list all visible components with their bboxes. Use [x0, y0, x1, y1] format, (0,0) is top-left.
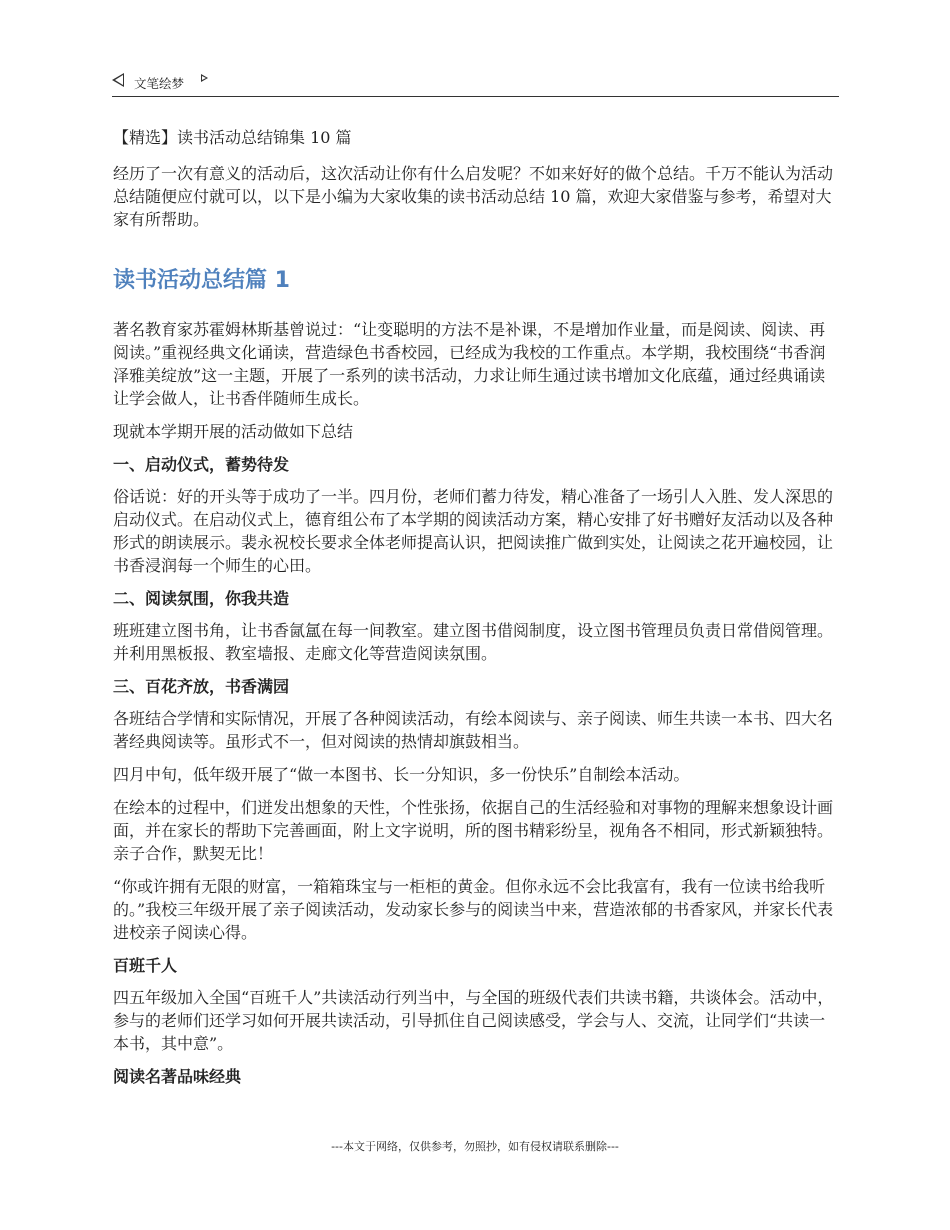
- paragraph: 俗话说：好的开头等于成功了一半。四月份，老师们蓄力待发，精心准备了一场引人入胜、发人深思的启动仪式。在启动仪式上，德育组公布了本学期的阅读活动方案，精心安排了好书赠好友活动以及各种形式的朗读展示。裴永祝校长要求全体老师提高认识，把阅读推广做到实处，让阅读之花开遍校园，让书香浸润每一个师生的心田。: [113, 487, 834, 575]
- paragraph: 各班结合学情和实际情况，开展了各种阅读活动，有绘本阅读与、亲子阅读、师生共读一本书、四大名著经典阅读等。虽形式不一，但对阅读的热情却旗鼓相当。: [113, 709, 834, 751]
- brand-name: 文笔绘梦: [134, 76, 185, 91]
- sub-heading: 阅读名著品味经典: [113, 1067, 242, 1086]
- paragraph: 班班建立图书角，让书香氤氲在每一间教室。建立图书借阅制度，设立图书管理员负责日常借阅管理。并利用黑板报、教室墙报、走廊文化等营造阅读氛围。: [113, 621, 834, 663]
- sub-heading: 二、阅读氛围，你我共造: [113, 589, 290, 608]
- forward-arrow-icon[interactable]: [201, 74, 208, 82]
- footer-notice: ---本文于网络，仅供参考，勿照抄，如有侵权请联系删除---: [331, 1140, 619, 1153]
- document-body: [113, 126, 841, 1097]
- sub-heading: 百班千人: [113, 956, 178, 975]
- back-arrow-icon[interactable]: [112, 73, 124, 87]
- page-header: [112, 70, 839, 97]
- paragraph: 著名教育家苏霍姆林斯基曾说过：“让变聪明的方法不是补课，不是增加作业量，而是阅读、阅读、再阅读。”重视经典文化诵读，营造绿色书香校园，已经成为我校的工作重点。本学期，我校围绕“书香润泽雅美绽放”这一主题，开展了一系列的读书活动，力求让师生通过读书增加文化底蕴，通过经典诵读让学会做人，让书香伴随师生成长。: [113, 320, 826, 408]
- section-heading: 读书活动总结篇 1: [113, 268, 290, 293]
- paragraph: 四五年级加入全国“百班千人”共读活动行列当中，与全国的班级代表们共读书籍，共谈体会。活动中，参与的老师们还学习如何开展共读活动，引导抓住自己阅读感受，学会与人、交流，让同学们“共读一本书，其中意”。: [113, 988, 834, 1053]
- paragraph: 四月中旬，低年级开展了“做一本图书、长一分知识，多一份快乐”自制绘本活动。: [113, 765, 690, 784]
- paragraph: 在绘本的过程中，们迸发出想象的天性，个性张扬，依据自己的生活经验和对事物的理解来想象设计画面，并在家长的帮助下完善画面，附上文字说明，所的图书精彩纷呈，视角各不相同，形式新颖独特。亲子合作，默契无比！: [113, 798, 834, 863]
- sub-heading: 三、百花齐放，书香满园: [113, 677, 290, 696]
- intro-paragraph: 经历了一次有意义的活动后，这次活动让你有什么启发呢？不如来好好的做个总结。千万不能认为活动总结随便应付就可以，以下是小编为大家收集的读书活动总结 10 篇，欢迎大家借鉴与参考，希望对大家有所帮助。: [113, 164, 834, 229]
- document-title: 【精选】读书活动总结锦集 10 篇: [113, 128, 352, 147]
- paragraph: “你或许拥有无限的财富，一箱箱珠宝与一柜柜的黄金。但你永远不会比我富有，我有一位读书给我听的。”我校三年级开展了亲子阅读活动，发动家长参与的阅读当中来，营造浓郁的书香家风，并家长代表进校亲子阅读心得。: [113, 877, 834, 942]
- paragraph: 现就本学期开展的活动做如下总结: [113, 422, 354, 441]
- sub-heading: 一、启动仪式，蓄势待发: [113, 455, 290, 474]
